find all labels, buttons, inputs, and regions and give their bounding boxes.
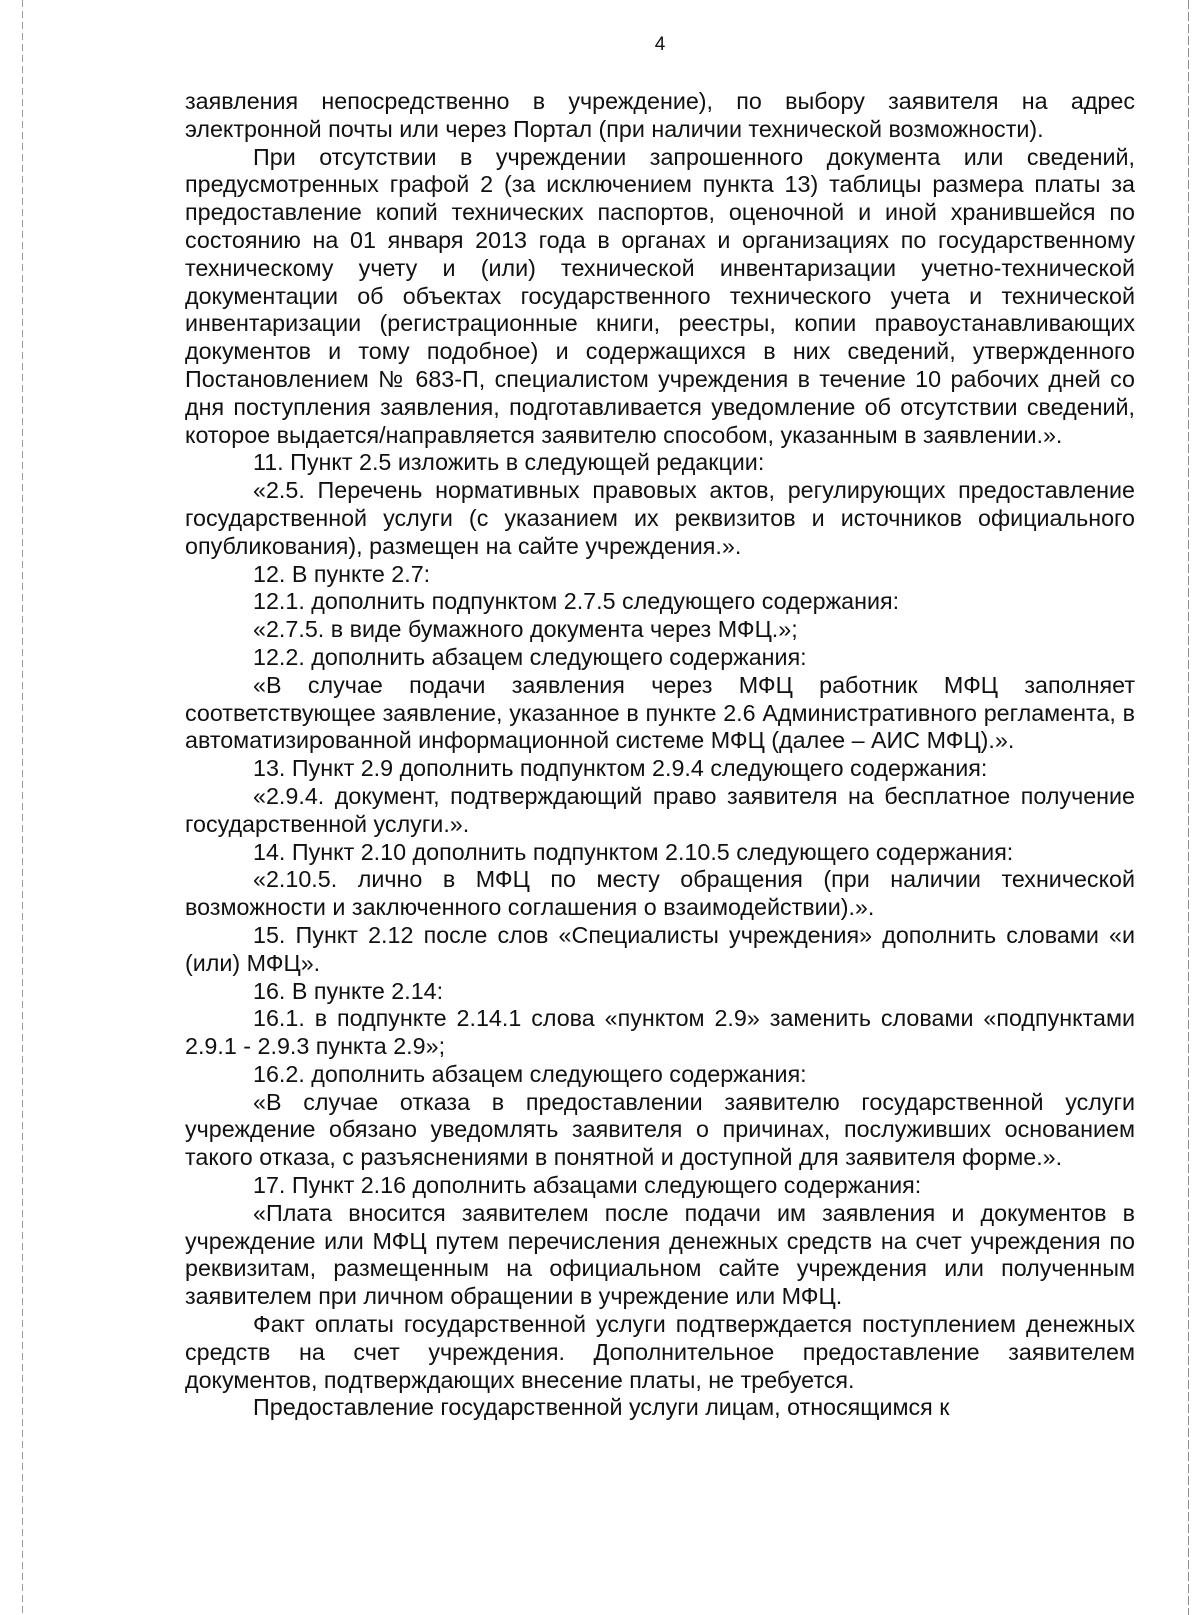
paragraph: При отсутствии в учреждении запрошенного документа или сведений, предусмотренных графой 2 (за исключением пункта 13) таблицы размера платы за предоставление копий технических паспортов, оценочной и иной хранившейся по состоянию на 01 января 2013 года в органах и организациях по государственному техническому учету и (или) технической инвентаризации учетно-технической документации об объектах государственного технического учета и технической инвентаризации (регистрационные книги, реестры, копии правоустанавливающих документов и тому подобное) и содержащихся в них сведений, утвержденного Постановлением № 683-П, специалистом учреждения в течение 10 рабочих дней со дня поступления заявления, подготавливается уведомление об отсутствии сведений, которое выдается/направляется заявителю способом, указанным в заявлении.».: [185, 143, 1135, 448]
paragraph: «Плата вносится заявителем после подачи им заявления и документов в учреждение или МФЦ путем перечисления денежных средств на счет учреждения по реквизитам, размещенным на официальном сайте учреждения или полученным заявителем при личном обращении в учреждение или МФЦ.: [185, 1199, 1135, 1310]
paragraph: Предоставление государственной услуги лицам, относящимся к: [253, 1394, 950, 1421]
paragraph: 16.1. в подпункте 2.14.1 слова «пунктом 2.9» заменить словами «подпунктами 2.9.1 - 2.9.3 пункта 2.9»;: [185, 1005, 1135, 1060]
paragraph: 12. В пункте 2.7:: [253, 560, 431, 587]
paragraph: 13. Пункт 2.9 дополнить подпунктом 2.9.4 следующего содержания:: [253, 755, 988, 782]
document-body: [185, 88, 1135, 1422]
paragraph: «2.7.5. в виде бумажного документа через МФЦ.»;: [253, 616, 798, 643]
paragraph: «В случае отказа в предоставлении заявителю государственной услуги учреждение обязано уведомлять заявителя о причинах, послуживших основанием такого отказа, с разъяснениями в понятной и доступной для заявителя форме.».: [185, 1088, 1135, 1171]
paragraph: 12.1. дополнить подпунктом 2.7.5 следующего содержания:: [253, 588, 900, 615]
paragraph: «2.5. Перечень нормативных правовых актов, регулирующих предоставление государственной услуги (с указанием их реквизитов и источников официального опубликования), размещен на сайте учреждения.».: [185, 477, 1135, 559]
paragraph: 16.2. дополнить абзацем следующего содержания:: [253, 1060, 807, 1087]
scan-edge-left: [22, 0, 23, 1615]
scan-edge-right: [1188, 0, 1189, 1615]
paragraph: 11. Пункт 2.5 изложить в следующей редакции:: [253, 449, 765, 476]
paragraph: «2.9.4. документ, подтверждающий право заявителя на бесплатное получение государственной услуги.».: [185, 782, 1135, 837]
page-number: 4: [654, 34, 666, 55]
paragraph: 12.2. дополнить абзацем следующего содержания:: [253, 643, 807, 670]
paragraph: 16. В пункте 2.14:: [253, 977, 444, 1004]
paragraph: 15. Пункт 2.12 после слов «Специалисты учреждения» дополнить словами «и (или) МФЦ».: [185, 921, 1135, 976]
paragraph: заявления непосредственно в учреждение), по выбору заявителя на адрес электронной почты или через Портал (при наличии технической возможности).: [185, 88, 1135, 142]
paragraph: Факт оплаты государственной услуги подтверждается поступлением денежных средств на счет учреждения. Дополнительное предоставление заявителем документов, подтверждающих внесение платы, не требуется.: [185, 1311, 1135, 1393]
paragraph: 17. Пункт 2.16 дополнить абзацами следующего содержания:: [253, 1172, 922, 1199]
paragraph: «В случае подачи заявления через МФЦ работник МФЦ заполняет соответствующее заявление, указанное в пункте 2.6 Административного регламента, в автоматизированной информационной системе МФЦ (далее – АИС МФЦ).».: [185, 671, 1135, 754]
paragraph: «2.10.5. лично в МФЦ по месту обращения (при наличии технической возможности и заключенного соглашения о взаимодействии).».: [185, 866, 1135, 921]
paragraph: 14. Пункт 2.10 дополнить подпунктом 2.10.5 следующего содержания:: [253, 838, 1014, 865]
